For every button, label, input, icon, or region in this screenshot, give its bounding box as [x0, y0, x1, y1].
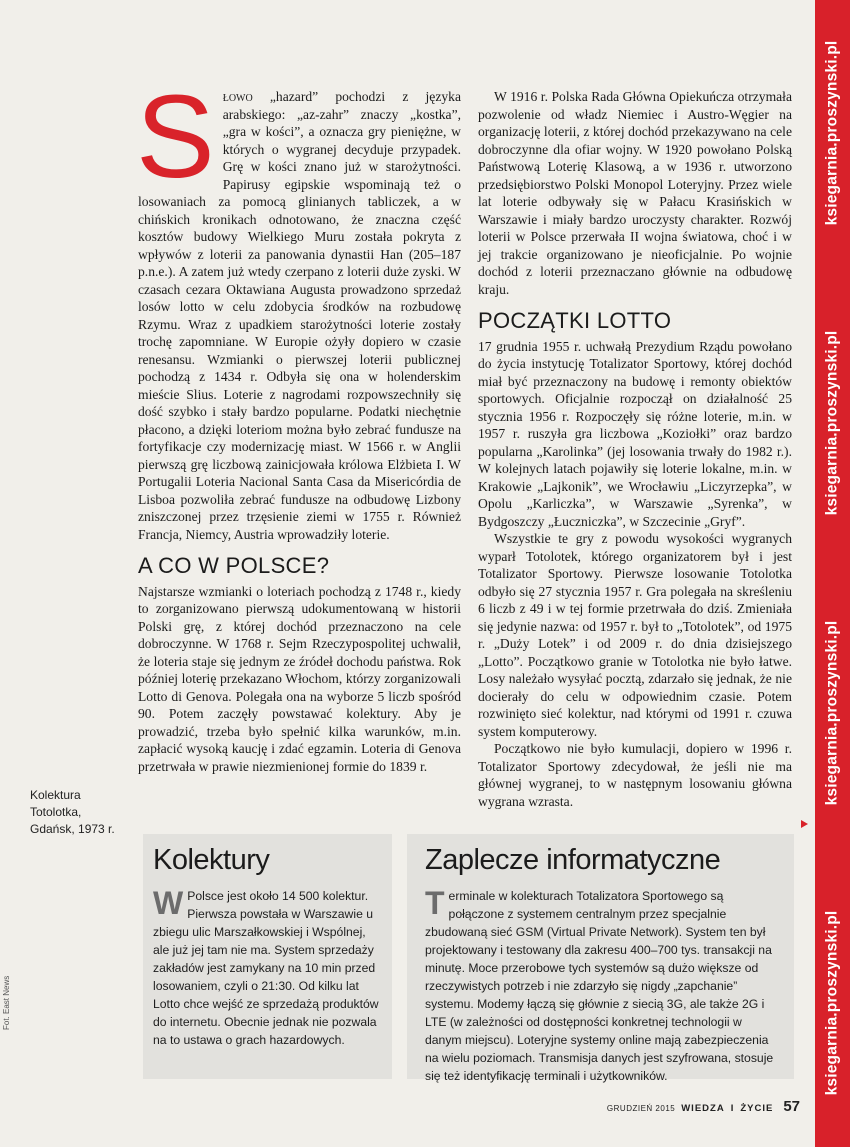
box-body: [153, 887, 380, 1049]
section-heading-lotto: POCZĄTKI LOTTO: [478, 308, 672, 333]
side-watermark: [815, 870, 850, 1135]
magazine-name-left: WIEDZA: [681, 1103, 725, 1114]
magazine-name-right: ŻYCIE: [740, 1103, 774, 1114]
side-watermark: [815, 290, 850, 555]
side-watermark: [815, 0, 850, 265]
history-paragraph: W 1916 r. Polska Rada Główna Opiekuńcza otrzymała pozwolenie od władz Niemiec i Austro-Węgier na organizację loterii, z której dochód przekazywano na cele dobroczynne dla ofiar wojny. W 1920 powołano Polską Państwową Loterię Klasową, a w 1936 r. utworzono przedsiębiorstwo Polski Monopol Loteryjny. Przez wiele lat loterie odbywały się w Pałacu Krasińskich w Warszawie i miały bardzo uroczysty charakter. Rozwój loterii w Polsce przerwała II wojna światowa, choć i w jej trakcie organizowano je nieoficjalnie. Po wojnie dochód z loterii przeznaczano głównie na odbudowę kraju.: [478, 89, 792, 297]
side-strip: [815, 0, 850, 1147]
caption-line: Kolektura: [30, 788, 81, 802]
caption-line: Totolotka,: [30, 805, 82, 819]
intro-text: „hazard” pochodzi z języka arabskiego: „az-zahr” znaczy „kostka”, „gra w kości”, a oznacza gry pieniężne, w których o wygranej decyduje przypadek. Grę w kości znano już w starożytności. Papirusy egipskie wspominają też o losowaniach za pomocą glinianych tabliczek, a w chińskich kronikach odnotowano, że znaczna część kosztów budowy Wielkiego Muru została pokryta z wpływów z loterii za panowania dynastii Han (205–187 p.n.e.). A zatem już wtedy czerpano z loterii duże zyski. W czasach cezara Oktawiana Augusta prowadzono sprzedaż losów lotto w celu zdobycia środków na rozbudowę Rzymu. Wraz z upadkiem starożytności loterie zostały trochę zapomniane. W Europie ożyły dopiero w czasie renesansu. Wzmianki o pierwszej loterii publicznej pochodzą z 1434 r. Odbyła się ona w holenderskim mieście Slius. Loterie z nagrodami rozpowszechniły się dość szybko i stały bardzo popularne. Podatki niechętnie płacono, a dzięki loteriom można było zebrać fundusze na fortyfikacje czy modernizację miast. W 1566 r. w Anglii pierwszą grę liczbową zainicjowała królowa Elżbieta I. W Portugalii Loteria Nacional Santa Casa da Misericórdia de Lisboa pozwoliła zebrać fundusze na odbudowę Lizbony zniszczonej przez trzęsienie ziemi w 1755 r. Również Francja, Niemcy, Austria wprowadziły loterie.: [138, 89, 461, 542]
side-watermark: [815, 580, 850, 845]
box-body: [425, 887, 780, 1085]
side-watermark-text: ksiegarnia.proszynski.pl: [823, 40, 841, 225]
lotto-paragraph-1: 17 grudnia 1955 r. uchwałą Prezydium Rządu powołano do życia instytucję Totalizator Sportowy, której dochód miał być przeznaczony na budowę i remonty obiektów sportowych. Oficjalnie rozpoczął on działalność 25 stycznia 1956 r. Rozpoczęły się różne loterie, m.in. w 1957 r. ruszyła gra liczbowa „Koziołki” oraz bardzo popularna „Karolinka” (jej losowania trwały do 1982 r.). W kolejnych latach pojawiły się loterie lokalne, m.in. w Krakowie „Lajkonik”, we Wrocławiu „Liczyrzepka”, w Opolu „Karliczka”, w Warszawie „Syrenka”, w Bydgoszczy „Łuczniczka”, w Szczecinie „Gryf”.: [478, 338, 792, 529]
section-heading-poland: A CO W POLSCE?: [138, 553, 330, 578]
box-drop-cap: W: [153, 885, 184, 921]
caption-line: Gdańsk, 1973 r.: [30, 822, 115, 836]
page-footer: [600, 1098, 800, 1115]
box-text: Polsce jest około 14 500 kolektur. Pierwsza powstała w Warszawie u zbiegu ulic Marszałkowskiej i Wspólnej, ale już jej tam nie ma. System sprzedaży zakładów jest zamykany na 10 min przed losowaniem, czyli o 21:30. Od kilku lat Lotto chce wejść ze sprzedażą produktów do internetu. Obecnie jednak nie pozwala na to ustawa o grach hazardowych.: [153, 889, 379, 1047]
intro-first-word: łowo: [222, 89, 253, 104]
lotto-paragraph-2: Wszystkie te gry z powodu wysokości wygranych wyparł Totolotek, którego organizatorem był i jest Totalizator Sportowy. Pierwsze losowanie Totolotka odbyło się 27 stycznia 1957 r. Gra polegała na skreśleniu 6 liczb z 49 i w tej formie przetrwała do dziś. Zmieniała się jedynie nazwa: od 1957 r. był to „Totolotek”, od 1975 r. „Duży Lotek” i od 2009 r. do dnia dzisiejszego „Lotto”. Początkowo granie w Totolotka nie było łatwe. Losy należało wysyłać pocztą, zdarzało się jednak, że nie docierały do celu w odpowiednim czasie. Potem rozwinięto sieć kolektur, nad którymi od 1991 r. czuwa system komputerowy.: [478, 531, 792, 739]
end-arrow-icon: [801, 820, 808, 828]
section-poland-paragraph: Najstarsze wzmianki o loteriach pochodzą z 1748 r., kiedy to zorganizowano pierwszą udokumentowaną w historii Polski grę, z której dochód przeznaczono na cele dobroczynne. W 1768 r. Sejm Rzeczypospolitej uchwalił, że loteria staje się jednym ze źródeł dochodu państwa. Rok później loterię przekazano Włochom, którzy zorganizowali Lotto di Genova. Polegała ona na wyborze 5 liczb spośród 90. Potem zaczęły powstawać kolektury. Aby je prowadzić, trzeba było spełnić kilka warunków, m.in. zapłacić wysoką kaucję i zdać egzamin. Loteria di Genova przetrwała w prawie niezmienionej formie do 1839 r.: [138, 583, 461, 774]
photo-credit: Fot. East News: [2, 975, 11, 1030]
side-watermark-text: ksiegarnia.proszynski.pl: [823, 910, 841, 1095]
box-kolektury: [143, 834, 392, 1079]
box-title: Zaplecze informatyczne: [425, 844, 721, 876]
photo-caption: [30, 787, 130, 838]
magazine-name-separator: I: [730, 1103, 735, 1114]
box-title: Kolektury: [153, 844, 270, 876]
lotto-paragraph-3: Początkowo nie było kumulacji, dopiero w 1996 r. Totalizator Sportowy zdecydował, że jeśli nie ma głównej wygranej, to w następnym losowaniu główna wygrana wzrasta.: [478, 741, 792, 809]
side-watermark-text: ksiegarnia.proszynski.pl: [823, 330, 841, 515]
issue-date: GRUDZIEŃ 2015: [606, 1104, 676, 1113]
box-text: erminale w kolekturach Totalizatora Sportowego są połączone z systemem centralnym przez specjalnie zbudowaną sieć GSM (Virtual Private Network). System ten był projektowany i testowany dla zakresu 400–700 tys. transakcji na minutę. Moce przerobowe tych systemów są dużo większe od rzeczywistych potrzeb i nie zdarzyło się nigdy „zapchanie” systemu. Modemy łączą się głównie z siecią 3G, ale także 2G i LTE (w zależności od dostępności konkretnej technologii w danym miejscu). Loteryjne systemy online mają zabezpieczenia na wielu poziomach. Transmisja danych jest szyfrowana, stosuje się też identyfikację terminali i użytkowników.: [425, 889, 774, 1083]
page-number: 57: [783, 1098, 800, 1115]
side-watermark-text: ksiegarnia.proszynski.pl: [823, 620, 841, 805]
article-right-column: [478, 88, 792, 810]
article-left-column: [136, 71, 461, 775]
box-drop-cap: T: [425, 885, 445, 921]
drop-cap: S: [136, 71, 215, 203]
box-zaplecze-informatyczne: [407, 834, 794, 1083]
